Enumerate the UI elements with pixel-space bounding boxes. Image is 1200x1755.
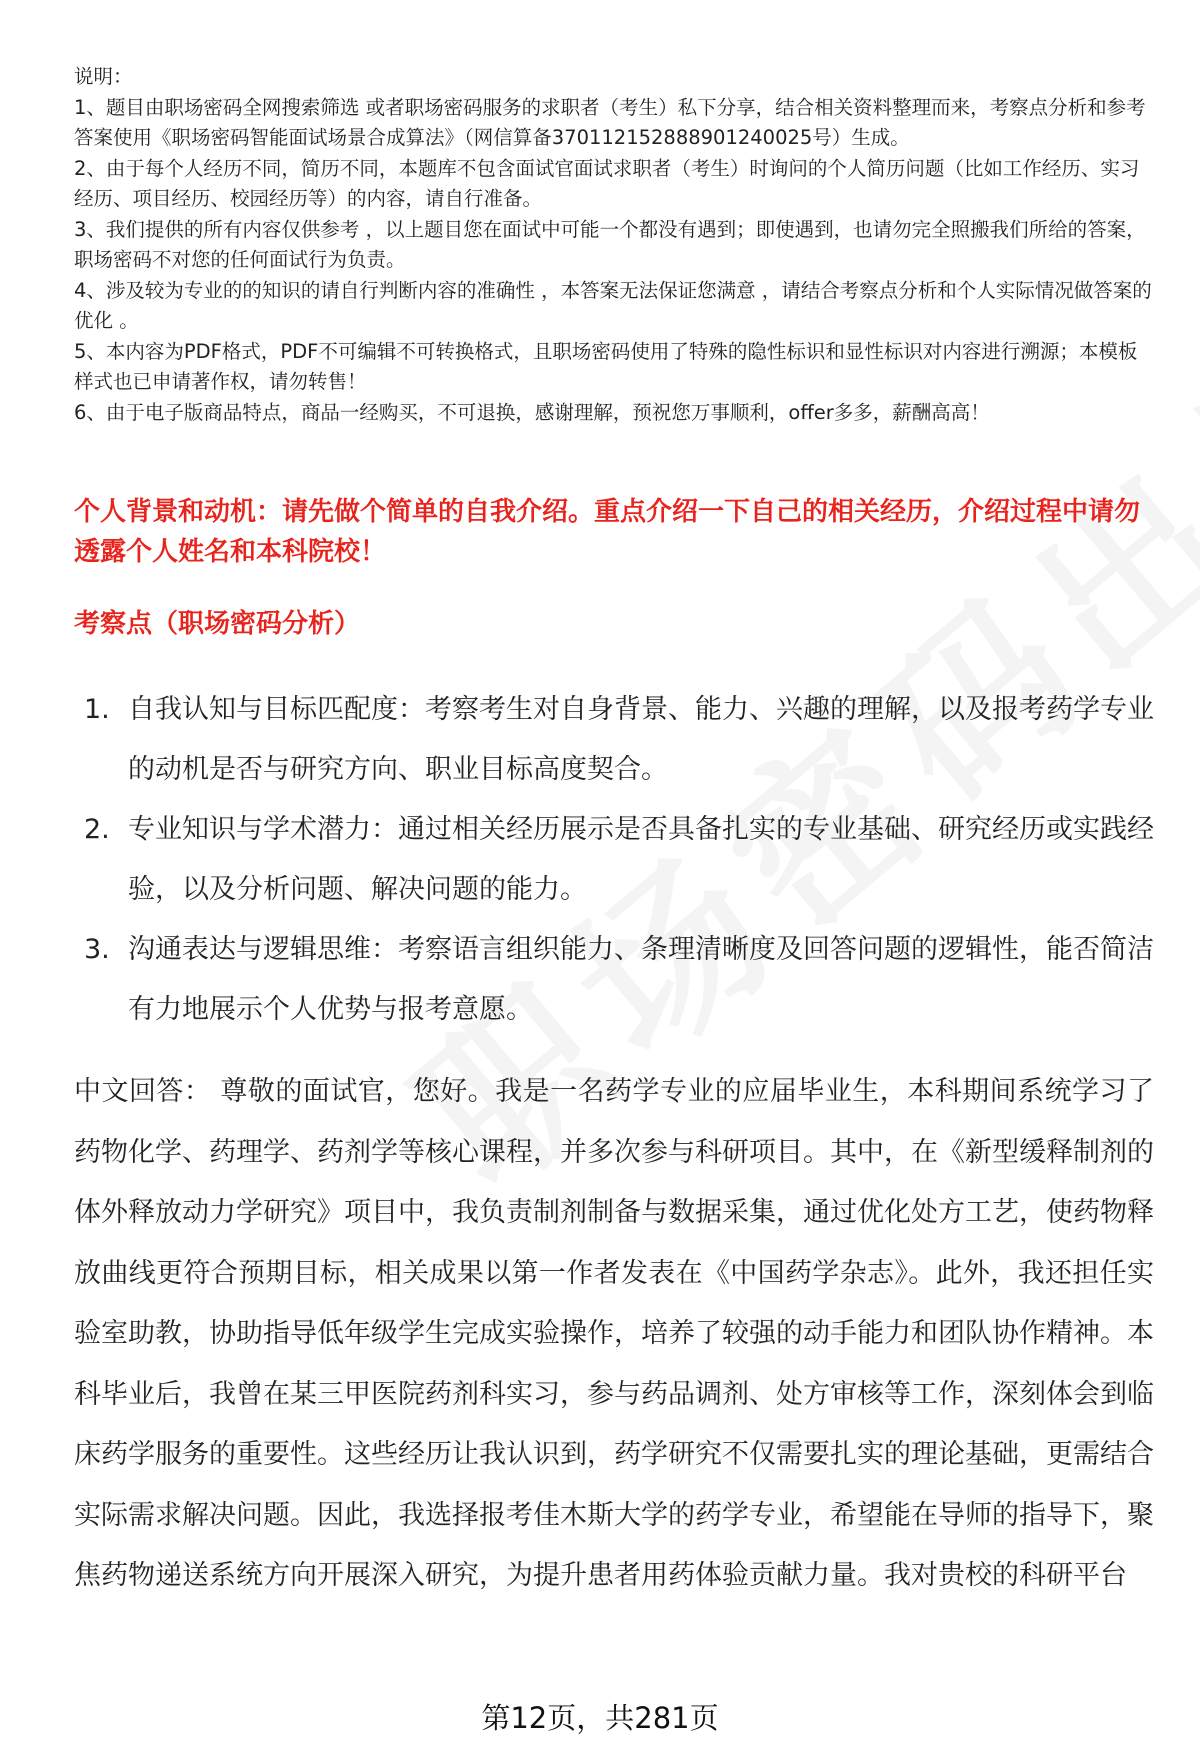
analysis-point (74, 680, 1154, 800)
question-heading: 个人背景和动机：请先做个简单的自我介绍。重点介绍一下自己的相关经历，介绍过程中请勿透露个人姓名和本科院校！ (74, 497, 1141, 567)
answer-text: 尊敬的面试官，您好。我是一名药学专业的应届毕业生，本科期间系统学习了药物化学、药理学、药剂学等核心课程，并多次参与科研项目。其中，在《新型缓释制剂的体外释放动力学研究》项目中，我负责制剂制备与数据采集，通过优化处方工艺，使药物释放曲线更符合预期目标，相关成果以第一作者发表在《中国药学杂志》。此外，我还担任实验室助教，协助指导低年级学生完成实验操作，培养了较强的动手能力和团队协作精神。本科毕业后，我曾在某三甲医院药剂科实习，参与药品调剂、处方审核等工作，深刻体会到临床药学服务的重要性。这些经历让我认识到，药学研究不仅需要扎实的理论基础，更需结合实际需求解决问题。因此，我选择报考佳木斯大学的药学专业，希望能在导师的指导下，聚焦药物递送系统方向开展深入研究，为提升患者用药体验贡献力量。我对贵校的科研平台 (74, 1076, 1155, 1591)
analysis-point (74, 800, 1154, 920)
notes-title: 说明： (74, 65, 133, 88)
note-item: 6、由于电子版商品特点，商品一经购买，不可退换，感谢理解，预祝您万事顺利，offer多多，薪酬高高！ (74, 400, 990, 424)
note-item: 4、涉及较为专业的的知识的请自行判断内容的准确性 ，本答案无法保证您满意 ，请结合考察点分析和个人实际情况做答案的优化 。 (74, 278, 1152, 332)
point-text: 自我认知与目标匹配度：考察考生对自身背景、能力、兴趣的理解，以及报考药学专业的动机是否与研究方向、职业目标高度契合。 (128, 694, 1154, 785)
point-text: 沟通表达与逻辑思维：考察语言组织能力、条理清晰度及回答问题的逻辑性，能否简洁有力地展示个人优势与报考意愿。 (128, 934, 1154, 1025)
note-item: 3、我们提供的所有内容仅供参考 ，以上题目您在面试中可能一个都没有遇到；即使遇到，也请勿完全照搬我们所给的答案，职场密码不对您的任何面试行为负责。 (74, 217, 1146, 271)
analysis-heading: 考察点（职场密码分析） (74, 609, 361, 639)
note-item: 2、由于每个人经历不同，简历不同，本题库不包含面试官面试求职者（考生）时询问的个人简历问题（比如工作经历、实习经历、项目经历、校园经历等）的内容，请自行准备。 (74, 156, 1140, 210)
note-item: 5、本内容为PDF格式，PDF不可编辑不可转换格式，且职场密码使用了特殊的隐性标识和显性标识对内容进行溯源；本模板样式也已申请著作权，请勿转售！ (74, 339, 1138, 393)
point-number: 1. (84, 694, 110, 725)
answer-paragraph (74, 1062, 1154, 1607)
analysis-point (74, 920, 1154, 1040)
point-number: 2. (84, 814, 110, 845)
analysis-points-list (74, 680, 1154, 1040)
note-item: 1、题目由职场密码全网搜索筛选 或者职场密码服务的求职者（考生）私下分享，结合相关资料整理而来，考察点分析和参考答案使用《职场密码智能面试场景合成算法》（网信算备370112152888901240025号）生成。 (74, 95, 1146, 149)
notes-section (74, 62, 1154, 428)
page-number: 第12页，共281页 (481, 1701, 719, 1735)
answer-label: 中文回答： (74, 1076, 212, 1107)
point-number: 3. (84, 934, 110, 965)
point-text: 专业知识与学术潜力：通过相关经历展示是否具备扎实的专业基础、研究经历或实践经验，以及分析问题、解决问题的能力。 (128, 814, 1154, 905)
